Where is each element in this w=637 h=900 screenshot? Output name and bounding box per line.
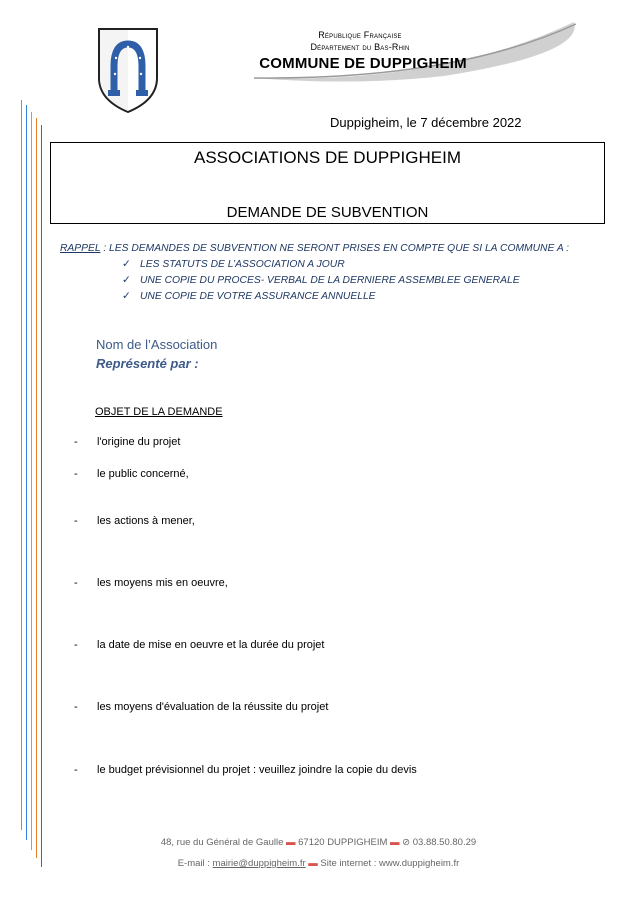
list-item: - l'origine du projet <box>74 436 181 448</box>
decorative-line-orange <box>36 118 37 858</box>
footer-site-link[interactable]: www.duppigheim.fr <box>379 858 460 869</box>
checkmark-icon: ✓ <box>122 259 131 270</box>
phone-icon: ⊘ <box>402 837 411 848</box>
footer-contact <box>0 858 637 869</box>
list-item: - le budget prévisionnel du projet : veuillez joindre la copie du devis <box>74 764 417 776</box>
list-item-label: le budget prévisionnel du projet : veuillez joindre la copie du devis <box>97 764 417 776</box>
separator-icon: ▬ <box>390 837 400 848</box>
list-item: - la date de mise en oeuvre et la durée du projet <box>74 639 325 651</box>
rappel-item-label: UNE COPIE DU PROCES- VERBAL DE LA DERNIERE ASSEMBLEE GENERALE <box>140 275 520 286</box>
separator-icon: ▬ <box>308 858 318 869</box>
title-box <box>50 142 605 224</box>
header-republique: République Française <box>318 30 402 40</box>
document-date: Duppigheim, le 7 décembre 2022 <box>330 115 522 130</box>
footer-site-label: Site internet : <box>320 858 377 869</box>
list-item-label: la date de mise en oeuvre et la durée du projet <box>97 639 325 651</box>
list-item-label: les actions à mener, <box>97 515 195 527</box>
header-swoosh-icon <box>244 14 588 90</box>
separator-icon: ▬ <box>286 837 296 848</box>
rappel-label: RAPPEL <box>60 243 101 254</box>
list-item: - les moyens d'évaluation de la réussite du projet <box>74 701 329 713</box>
footer-address <box>0 837 637 848</box>
list-item-label: les moyens d'évaluation de la réussite du projet <box>97 701 329 713</box>
list-item: - le public concerné, <box>74 468 189 480</box>
footer-postal: 67120 DUPPIGHEIM <box>298 837 388 848</box>
objet-heading: OBJET DE LA DEMANDE <box>95 406 223 418</box>
footer-email-label: E-mail : <box>177 858 210 869</box>
association-rep-label: Représenté par : <box>96 356 199 371</box>
checkmark-icon: ✓ <box>122 275 131 286</box>
decorative-line-red <box>41 125 42 867</box>
crest-shield-icon <box>96 26 160 114</box>
decorative-line-yellow <box>31 112 32 850</box>
rappel-text <box>60 243 569 254</box>
rappel-item <box>122 258 345 270</box>
rappel-item-label: LES STATUTS DE L’ASSOCIATION A JOUR <box>140 259 345 270</box>
decorative-line-green <box>21 100 22 830</box>
rappel-body: : LES DEMANDES DE SUBVENTION NE SERONT PRISES EN COMPTE QUE SI LA COMMUNE A : <box>100 243 570 254</box>
rappel-item-label: UNE COPIE DE VOTRE ASSURANCE ANNUELLE <box>140 291 376 302</box>
footer-email-link[interactable]: mairie@duppigheim.fr <box>212 858 306 869</box>
footer-phone: 03.88.50.80.29 <box>412 837 477 848</box>
footer-street: 48, rue du Général de Gaulle <box>160 837 284 848</box>
list-item: - les moyens mis en oeuvre, <box>74 577 228 589</box>
header-commune: COMMUNE DE DUPPIGHEIM <box>259 55 467 72</box>
list-item: - les actions à mener, <box>74 515 195 527</box>
list-item-label: les moyens mis en oeuvre, <box>97 577 228 589</box>
rappel-item <box>122 274 520 286</box>
title-associations: ASSOCIATIONS DE DUPPIGHEIM <box>193 148 461 167</box>
association-name-label: Nom de l’Association <box>96 337 218 352</box>
list-item-label: l'origine du projet <box>97 436 181 448</box>
header-departement: Département du Bas-Rhin <box>310 42 410 52</box>
list-item-label: le public concerné, <box>97 468 189 480</box>
checkmark-icon: ✓ <box>122 291 131 302</box>
title-demande: DEMANDE DE SUBVENTION <box>226 204 429 221</box>
decorative-line-blue <box>26 105 27 840</box>
rappel-item <box>122 290 376 302</box>
